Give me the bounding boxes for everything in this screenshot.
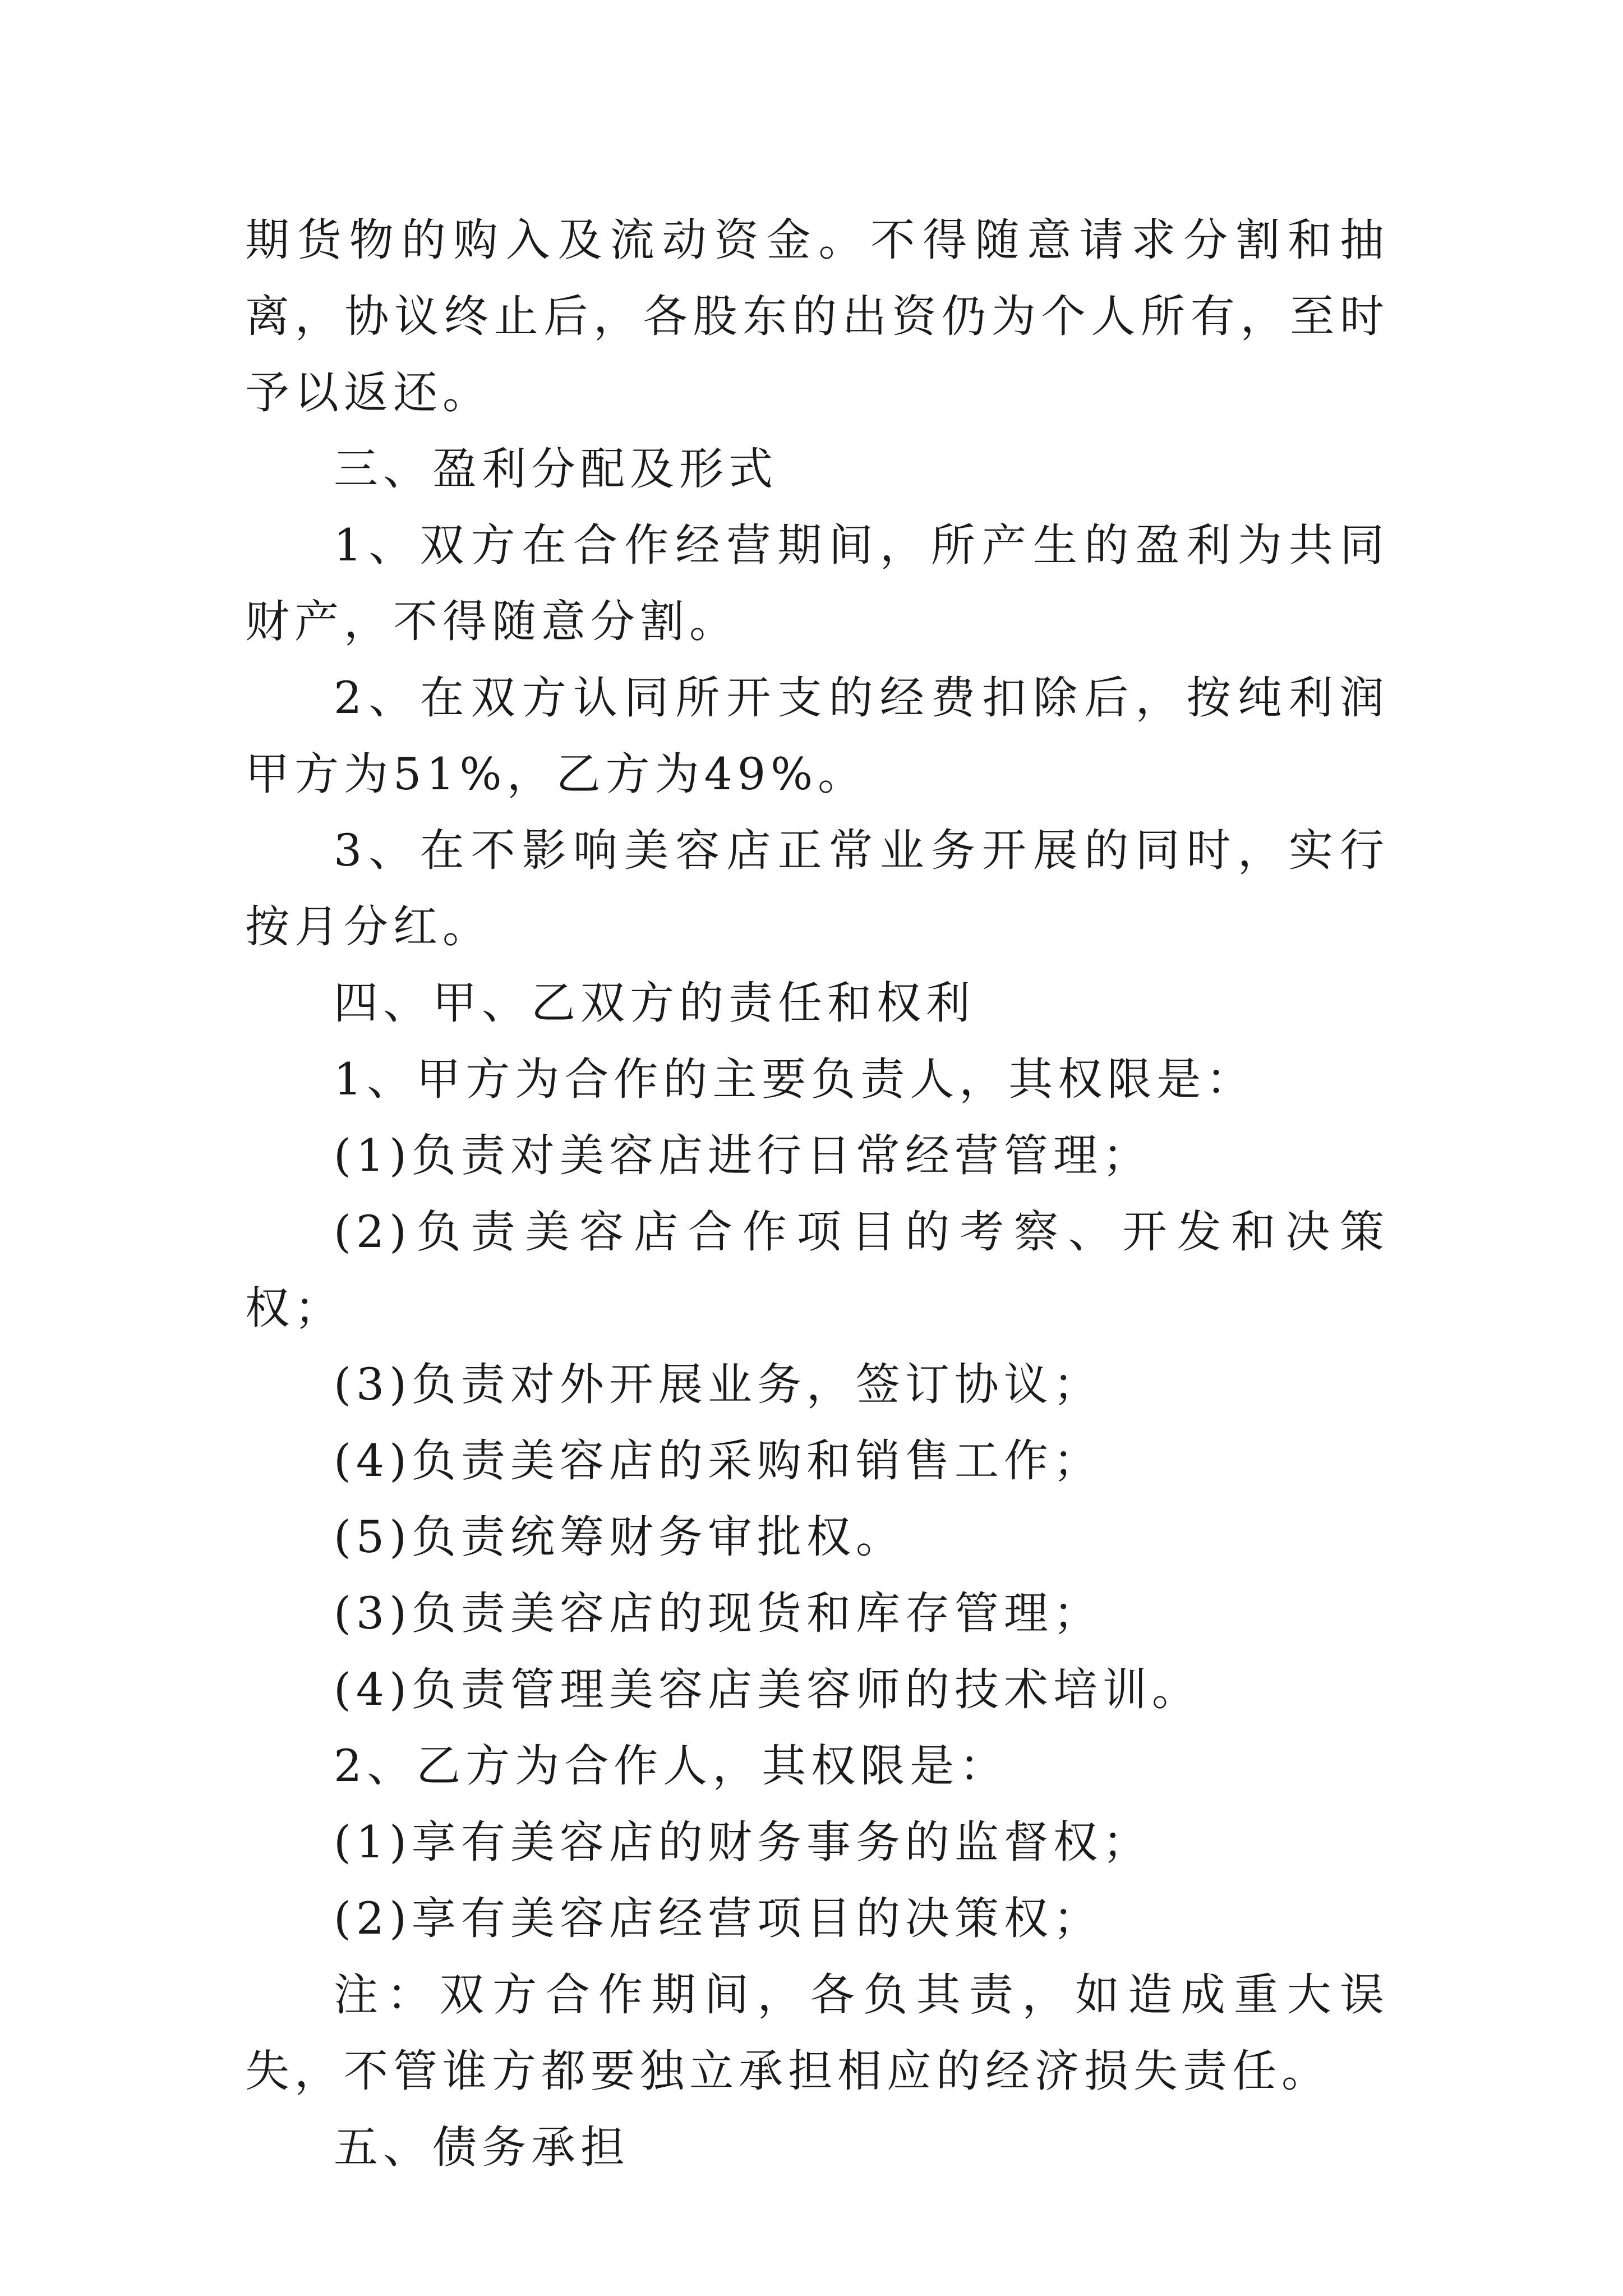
list-item: (2)享有美容店经营项目的决策权； [334,1893,1103,1944]
section-heading-debt: 五、债务承担 [334,2122,630,2173]
list-item: (3)负责对外开展业务，签订协议； [334,1359,1103,1410]
list-item: (1)负责对美容店进行日常经营管理； [334,1130,1152,1181]
list-item: (4)负责管理美容店美容师的技术培训。 [334,1664,1201,1715]
section-heading-profit-distribution: 三、盈利分配及形式 [334,443,778,495]
paragraph-party-b-authority: 2、乙方为合作人，其权限是： [334,1740,1009,1792]
document-body [245,202,1389,2185]
list-item: (3)负责美容店的现货和库存管理； [334,1588,1103,1639]
paragraph-party-a-authority: 1、甲方为合作的主要负责人，其权限是： [334,1053,1256,1105]
list-item: (5)负责统筹财务审批权。 [334,1511,905,1563]
paragraph-profit-ratio: 2、在双方认同所开支的经费扣除后，按纯利润甲方为51%，乙方为49%。 [245,672,1389,800]
paragraph-monthly-dividend: 3、在不影响美容店正常业务开展的同时，实行按月分红。 [245,825,1389,953]
paragraph-profit-common-property: 1、双方在合作经营期间，所产生的盈利为共同财产，不得随意分割。 [245,519,1389,647]
section-heading-responsibilities: 四、甲、乙双方的责任和权利 [334,977,975,1029]
list-item: (2)负责美容店合作项目的考察、开发和决策权； [245,1206,1389,1334]
paragraph-note: 注：双方合作期间，各负其责，如造成重大误失，不管谁方都要独立承担相应的经济损失责任。 [245,1969,1389,2097]
list-item: (1)享有美容店的财务事务的监督权； [334,1816,1152,1868]
paragraph-continuation: 期货物的购入及流动资金。不得随意请求分割和抽离，协议终止后，各股东的出资仍为个人所有，至时予以返还。 [245,214,1389,418]
list-item: (4)负责美容店的采购和销售工作； [334,1435,1103,1487]
